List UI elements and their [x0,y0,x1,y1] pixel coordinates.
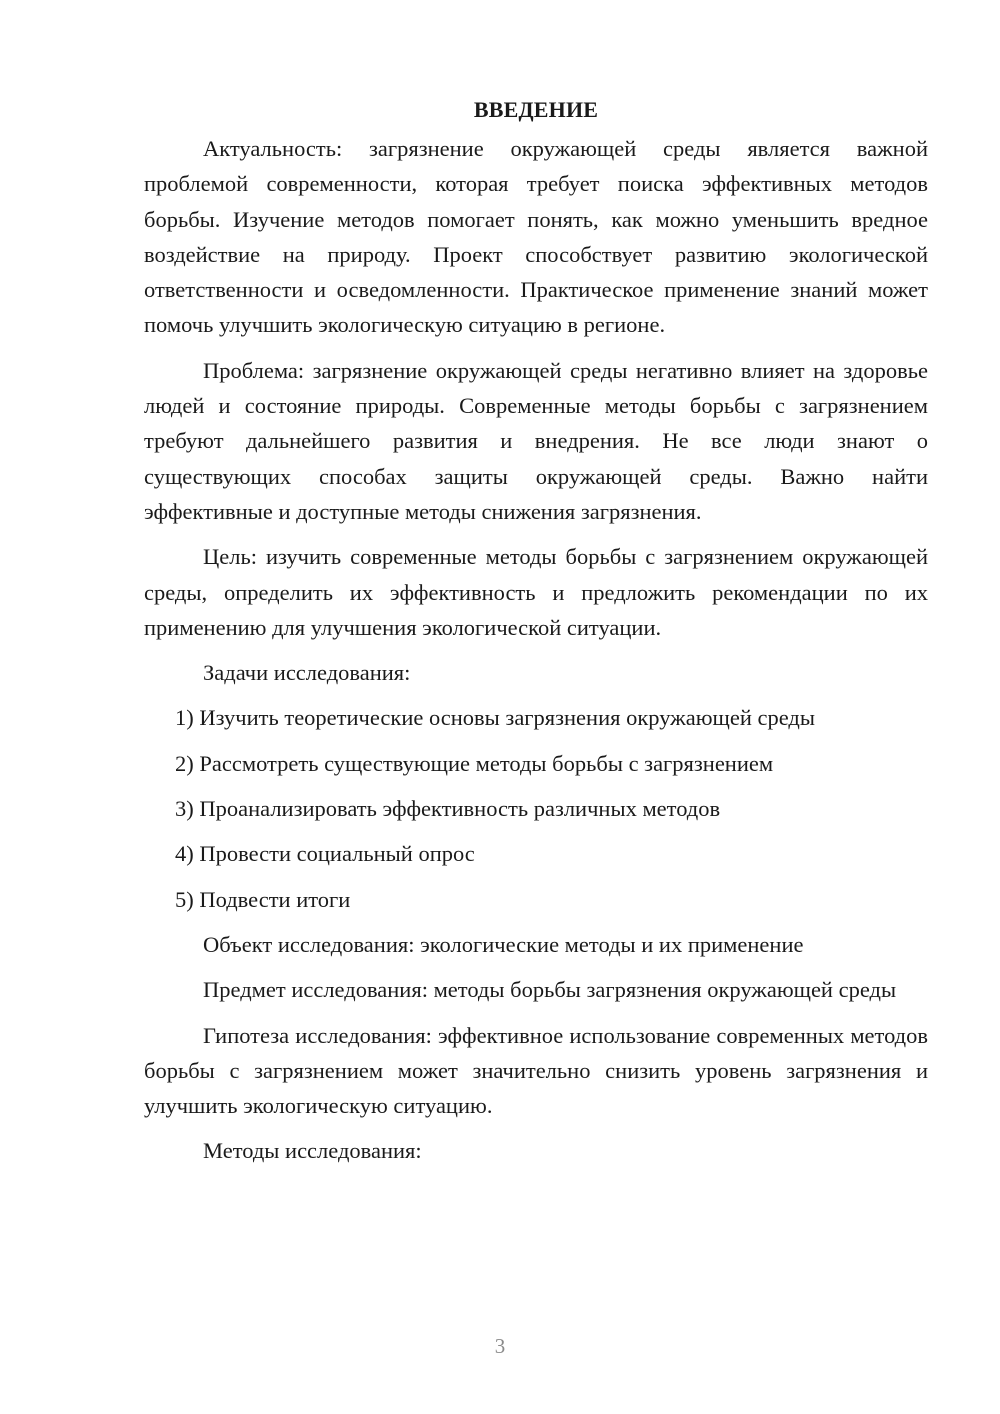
object-paragraph: Объект исследования: экологические методы и их применение [203,931,804,957]
list-item: 1) Изучить теоретические основы загрязнения окружающей среды [175,705,815,731]
tasks-list [144,700,928,916]
problem-paragraph: Проблема: загрязнение окружающей среды негативно влияет на здоровье людей и состояние природы. Современные методы борьбы с загрязнением требуют дальнейшего развития и внедрения. Не все люди знают о существующих способах защиты окружающей среды. Важно найти эффективные и доступные методы снижения загрязнения. [144,357,928,524]
list-item: 2) Рассмотреть существующие методы борьбы с загрязнением [175,750,774,776]
page-number: 3 [494,1334,506,1358]
methods-title: Методы исследования: [203,1138,422,1164]
goal-paragraph: Цель: изучить современные методы борьбы с загрязнением окружающей среды, определить их эффективность и предложить рекомендации по их применению для улучшения экологической ситуации. [144,544,928,640]
section-heading: ВВЕДЕНИЕ [473,97,599,122]
subject-paragraph: Предмет исследования: методы борьбы загрязнения окружающей среды [203,977,897,1003]
list-item: 5) Подвести итоги [175,886,351,912]
list-item: 3) Проанализировать эффективность различных методов [175,796,721,822]
document-page [144,92,928,1169]
list-item: 4) Провести социальный опрос [175,841,475,867]
hypothesis-paragraph: Гипотеза исследования: эффективное использование современных методов борьбы с загрязнением может значительно снизить уровень загрязнения и улучшить экологическую ситуацию. [144,1022,928,1119]
relevance-paragraph: Актуальность: загрязнение окружающей среды является важной проблемой современности, которая требует поиска эффективных методов борьбы. Изучение методов помогает понять, как можно уменьшить вредное воздействие на природу. Проект способствует развитию экологической ответственности и осведомленности. Практическое применение знаний может помочь улучшить экологическую ситуацию в регионе. [144,136,928,338]
tasks-title: Задачи исследования: [203,660,411,686]
